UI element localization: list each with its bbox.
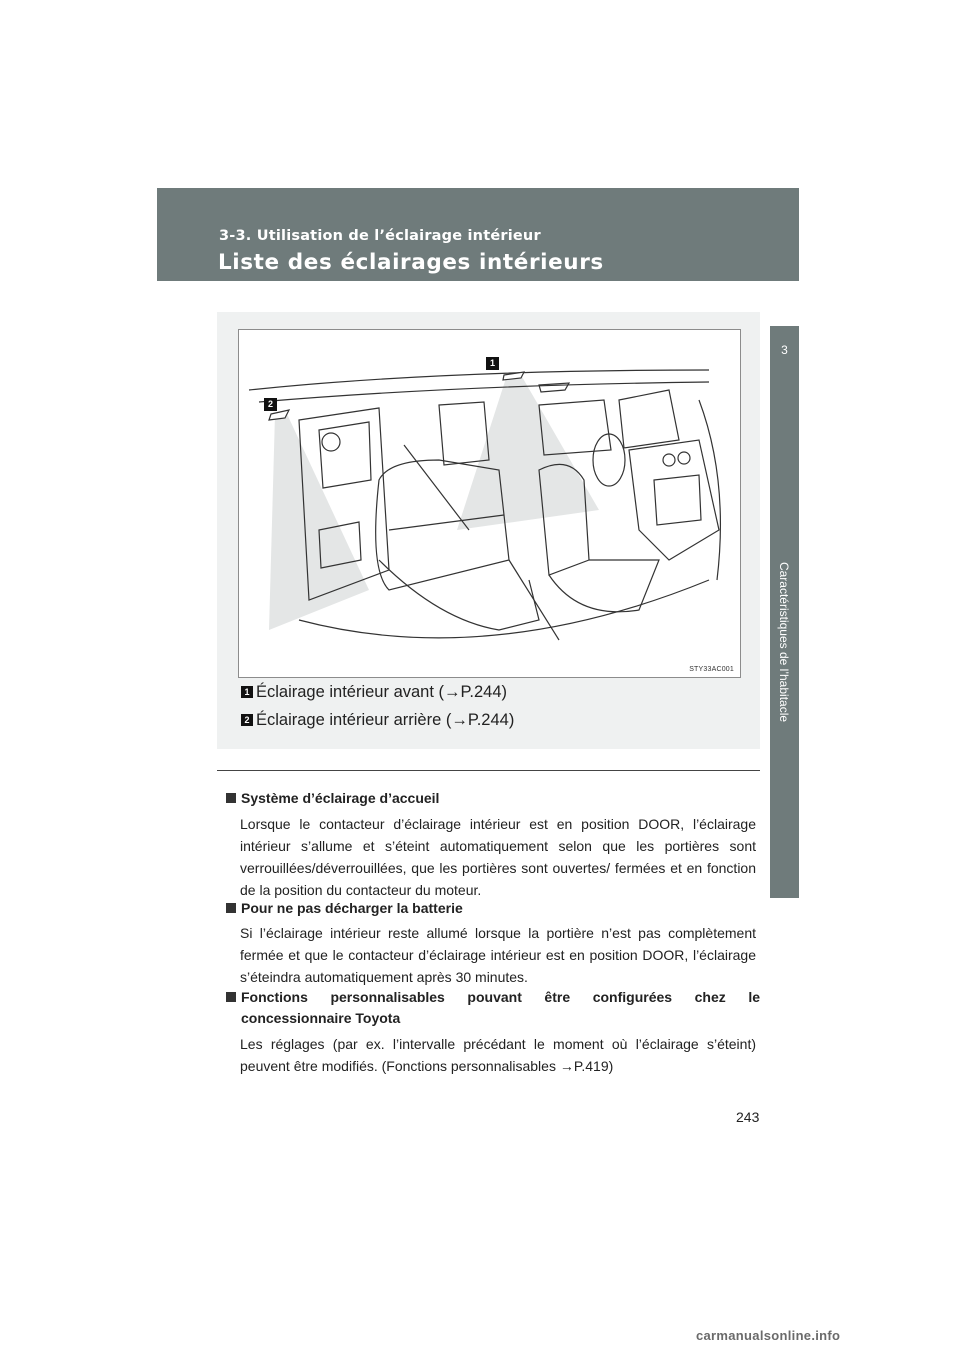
legend-badge-2: 2 [241, 714, 253, 726]
note-heading-text: Système d’éclairage d’accueil [241, 790, 440, 806]
figure-panel [217, 312, 760, 749]
chapter-label: Caractéristiques de l’habitacle [777, 561, 791, 723]
legend-text-front-light: Éclairage intérieur avant (→P.244) [256, 682, 507, 701]
figure-code: STY33AC001 [689, 666, 734, 673]
section-divider [217, 770, 760, 771]
note-body-welcome-light: Lorsque le contacteur d’éclairage intérieur est en position DOOR, l’éclairage intérieur s’allume et s’éteint automatiquement selon que les portières sont verrouillées/déverrouillées, que les portières sont ouvertes/ fermées et en fonction de la position du contacteur du moteur. [240, 816, 756, 898]
chapter-number: 3 [781, 343, 788, 357]
rear-light-beam [269, 414, 369, 630]
page-title: Liste des éclairages intérieurs [218, 250, 604, 275]
note-body-battery: Si l’éclairage intérieur reste allumé lorsque la portière n’est pas complètement fermée et que le contacteur d’éclairage intérieur est en position DOOR, l’éclairage s’éteindra automatiquement après 30 minutes. [240, 925, 756, 985]
callout-badge-2: 2 [264, 398, 277, 411]
legend-badge-1: 1 [241, 686, 253, 698]
note-heading-custom-functions [226, 987, 760, 1029]
vehicle-interior-illustration [238, 329, 741, 678]
square-bullet-icon [226, 992, 236, 1002]
legend-item-rear-light [241, 709, 514, 731]
vehicle-interior-drawing [239, 330, 741, 678]
note-heading-text: Pour ne pas décharger la batterie [241, 900, 463, 916]
note-heading-text: Fonctions personnalisables pouvant être configurées chez le concessionnaire Toyota [241, 989, 760, 1026]
legend-item-front-light [241, 681, 507, 703]
square-bullet-icon [226, 793, 236, 803]
note-heading-battery [226, 898, 760, 919]
chapter-header [157, 188, 799, 281]
footer-watermark[interactable]: carmanualsonline.info [696, 1328, 841, 1343]
legend-text-rear-light: Éclairage intérieur arrière (→P.244) [256, 710, 515, 729]
page-number: 243 [736, 1109, 760, 1125]
note-body-custom-functions: Les réglages (par ex. l’intervalle précédant le moment où l’éclairage s’éteint) peuvent être modifiés. (Fonctions personnalisables →P.419) [240, 1036, 756, 1074]
chapter-side-tab [770, 326, 799, 898]
note-heading-welcome-light [226, 788, 760, 809]
callout-badge-1: 1 [486, 357, 499, 370]
section-subtitle: 3-3. Utilisation de l’éclairage intérieur [219, 228, 541, 244]
square-bullet-icon [226, 903, 236, 913]
